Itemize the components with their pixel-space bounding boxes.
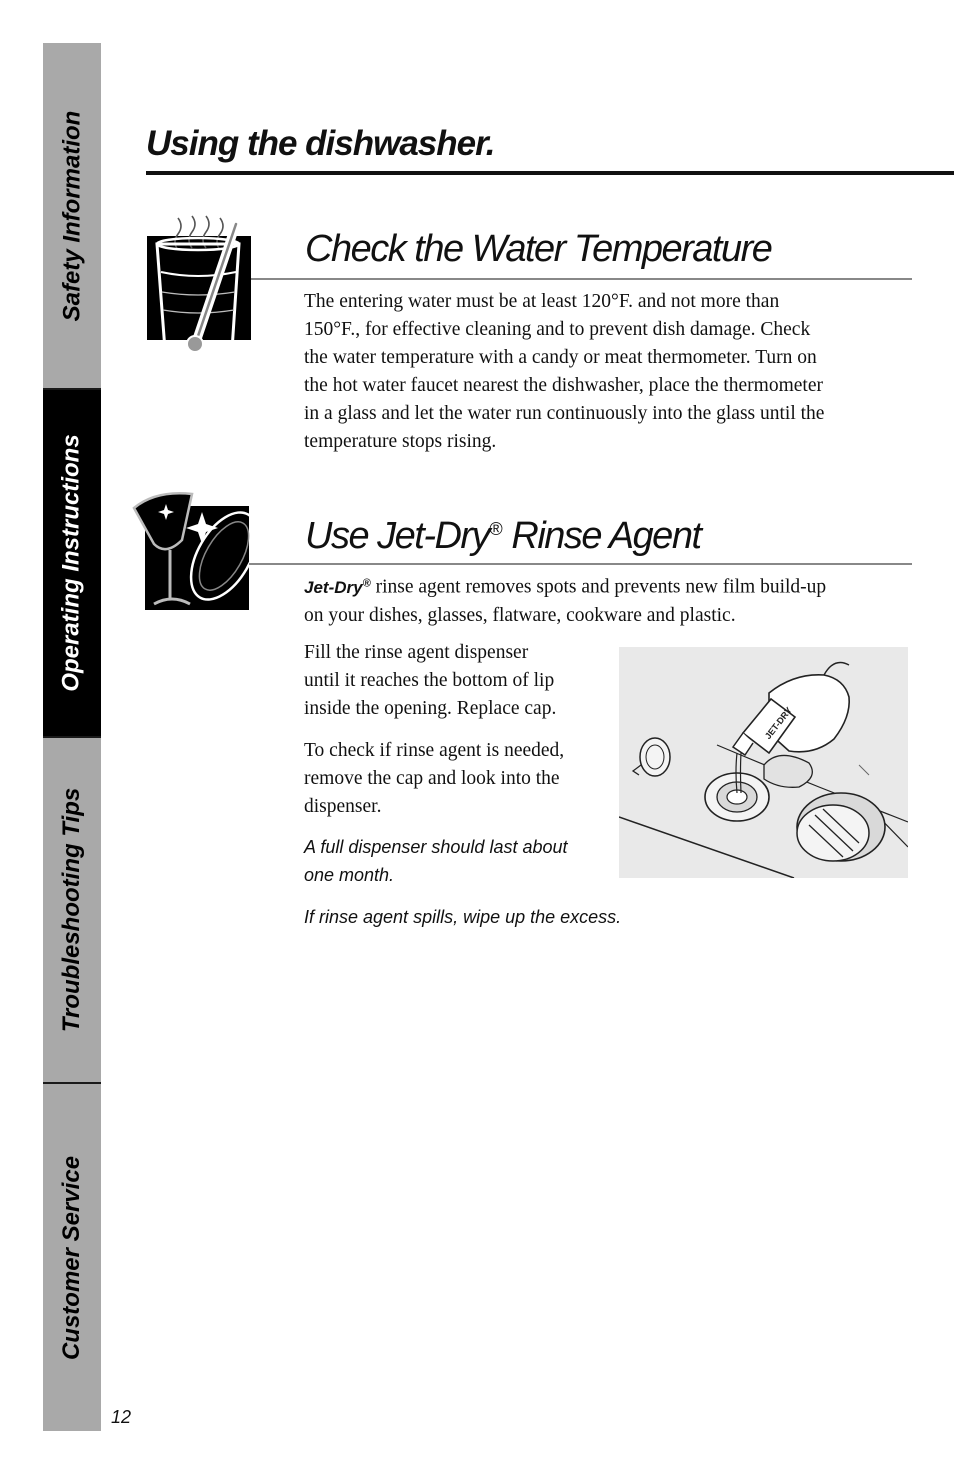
thermometer-glass-icon: [140, 210, 260, 360]
tab-label: Operating Instructions: [58, 434, 86, 692]
tab-customer-service[interactable]: [43, 1084, 101, 1431]
section-heading-water-temperature: Check the Water Temperature: [305, 228, 772, 270]
text-line: A full dispenser should last about: [304, 837, 568, 857]
text-line: temperature stops rising.: [304, 431, 497, 452]
page-title: Using the dishwasher.: [146, 124, 495, 163]
sparkling-glass-icon: [126, 486, 261, 616]
bottle-label: JET-DRY: [762, 705, 794, 742]
intro-text: rinse agent removes spots and prevents new film build-up: [370, 576, 827, 598]
brand-text: Jet-Dry: [304, 577, 363, 597]
fill-instructions: [304, 639, 614, 723]
text-line: inside the opening. Replace cap.: [304, 698, 557, 719]
dispenser-drawing: [619, 647, 908, 878]
text-line: until it reaches the bottom of lip: [304, 670, 555, 691]
section-divider: [249, 563, 912, 565]
text-line: 150°F., for effective cleaning and to prevent dish damage. Check: [304, 319, 811, 340]
text-line: the water temperature with a candy or meat thermometer. Turn on: [304, 347, 817, 368]
check-instructions: [304, 737, 614, 821]
tab-safety-information[interactable]: [43, 43, 101, 390]
section-heading-rinse-agent: [305, 515, 701, 558]
text-line: remove the cap and look into the: [304, 768, 560, 789]
tab-operating-instructions[interactable]: [43, 390, 101, 738]
text-line: To check if rinse agent is needed,: [304, 740, 565, 761]
water-temperature-paragraph: [304, 288, 924, 456]
page-number: 12: [111, 1407, 132, 1427]
title-divider: [146, 171, 954, 175]
text-line: the hot water faucet nearest the dishwasher, place the thermometer: [304, 375, 823, 396]
heading-text: Use Jet-Dry: [305, 515, 490, 557]
text-line: dispenser.: [304, 796, 382, 817]
registered-mark: ®: [489, 519, 503, 539]
rinse-dispenser-illustration: [619, 647, 908, 878]
heading-text: Rinse Agent: [511, 515, 701, 557]
side-tab-bar: [43, 43, 101, 1431]
spill-note: If rinse agent spills, wipe up the excess.: [304, 907, 622, 927]
text-line: The entering water must be at least 120°F. and not more than: [304, 291, 780, 312]
text-line: Fill the rinse agent dispenser: [304, 642, 529, 663]
registered-mark: ®: [362, 577, 371, 589]
text-line: [304, 569, 924, 602]
rinse-agent-intro: [304, 569, 924, 630]
text-line: in a glass and let the water run continuously into the glass until the: [304, 403, 825, 424]
tab-label: Customer Service: [58, 1155, 85, 1360]
full-dispenser-note: [304, 833, 614, 889]
tab-label: Troubleshooting Tips: [58, 787, 86, 1033]
text-line: one month.: [304, 865, 395, 885]
text-line: on your dishes, glasses, flatware, cookware and plastic.: [304, 604, 736, 626]
tab-label: Safety Information: [58, 110, 86, 321]
section-divider: [251, 278, 912, 280]
tab-troubleshooting-tips[interactable]: [43, 738, 101, 1084]
brand-name: [304, 578, 371, 597]
